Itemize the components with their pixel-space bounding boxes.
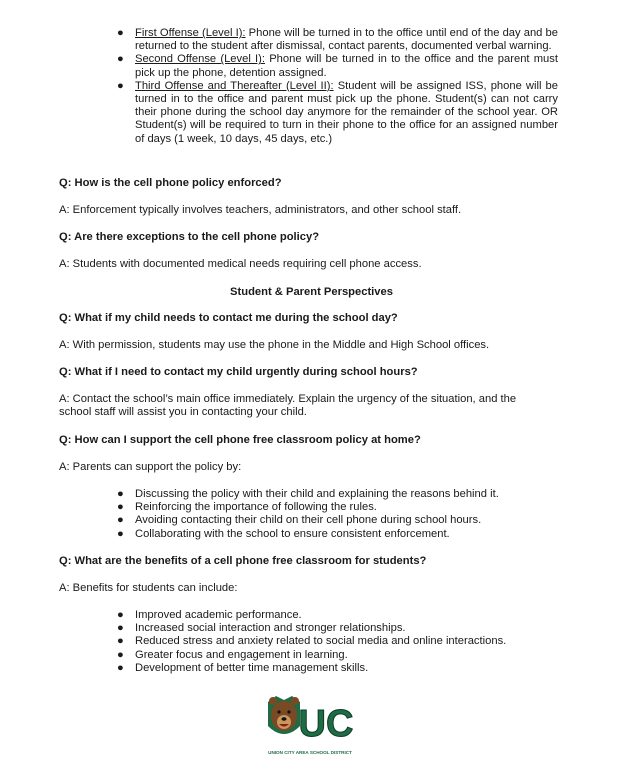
offense-item [117,27,558,53]
question: Q: What are the benefits of a cell phone free classroom for students? [59,555,427,567]
offense-item [117,53,558,79]
bullet: ● [117,27,124,39]
question: Q: What if my child needs to contact me during the school day? [59,312,398,324]
answer: A: Students with documented medical needs requiring cell phone access. [59,258,422,270]
bullet: ● [117,79,124,92]
bullet: ● [117,622,124,635]
answer: A: Parents can support the policy by: [59,461,242,473]
bullet: ● [117,488,124,500]
logo-letters: UC [298,703,354,745]
list-item: ● Reinforcing the importance of following the rules. [117,501,377,514]
logo-caption: UNION CITY AREA SCHOOL DISTRICT [268,750,352,755]
offense-item [117,80,558,146]
question: Q: Are there exceptions to the cell phone policy? [59,231,320,243]
offense-text: Student will be assigned ISS, phone will be turned in to the office and parent must pick up the phone. Student(s) can not carry their phone during the school day anymore for the remainder of the school year. OR Student(s) will be required to turn in their phone to the office for an assigned number of days (1 week, 10 days, 45 days, etc.) [135,79,558,145]
question: Q: How is the cell phone policy enforced? [59,177,282,189]
list-item: ● Discussing the policy with their child and explaining the reasons behind it. [117,488,499,500]
question: Q: What if I need to contact my child urgently during school hours? [59,366,418,378]
offense-label: Second Offense (Level I): [135,53,265,66]
bullet: ● [117,661,124,674]
school-logo [262,692,358,760]
bullet: ● [117,648,124,661]
bullet: ● [117,527,124,540]
offense-label: First Offense (Level I): [135,27,246,39]
list-item: ● Collaborating with the school to ensure consistent enforcement. [117,527,450,540]
benefits-list [117,609,567,675]
answer: A: With permission, students may use the phone in the Middle and High School offices. [59,339,490,351]
section-heading: Student & Parent Perspectives [230,286,393,298]
list-item: ● Improved academic performance. [117,609,302,621]
list-item: ● Avoiding contacting their child on their cell phone during school hours. [117,514,482,527]
bullet: ● [117,635,124,648]
offense-label: Third Offense and Thereafter (Level II): [135,79,334,92]
answer: A: Enforcement typically involves teachers, administrators, and other school staff. [59,204,462,216]
support-list [117,488,567,541]
bullet: ● [117,53,124,66]
list-item: ● Development of better time management skills. [117,661,369,674]
offense-text: Phone will be turned in to the office until end of the day and be returned to the student after dismissal, contact parents, documented verbal warning. [135,27,558,53]
list-item: ● Reduced stress and anxiety related to social media and online interactions. [117,635,507,648]
list-item: ● Greater focus and engagement in learning. [117,648,348,661]
question: Q: How can I support the cell phone free classroom policy at home? [59,434,421,446]
bear-icon [268,696,300,734]
offense-text: Phone will be turned in to the office and the parent must pick up the phone, detention assigned. [135,53,558,79]
bullet: ● [117,514,124,527]
bullet: ● [117,501,124,514]
offense-list [117,27,558,146]
answer: A: Contact the school’s main office immediately. Explain the urgency of the situation, and the school staff will assist you in contacting your child. [59,393,517,419]
list-item: ● Increased social interaction and stronger relationships. [117,622,406,635]
bullet: ● [117,609,124,621]
answer: A: Benefits for students can include: [59,582,238,594]
